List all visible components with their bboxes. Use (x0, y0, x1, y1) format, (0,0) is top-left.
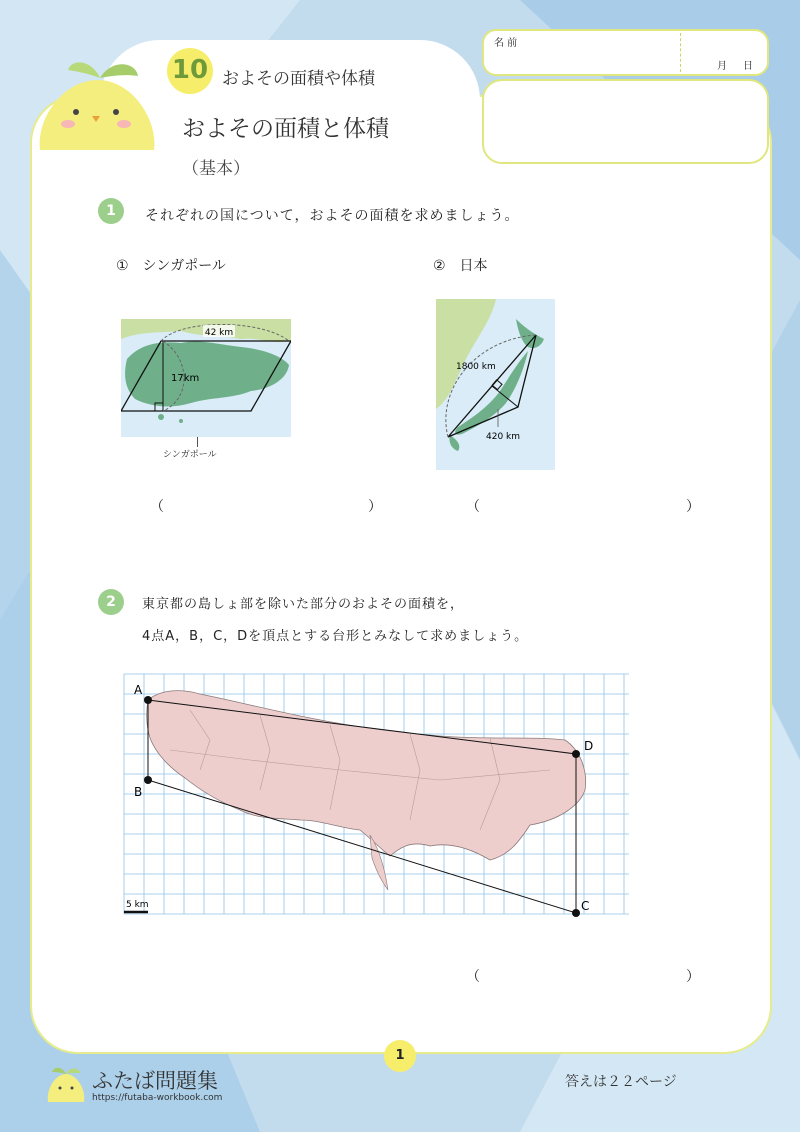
answer1-field[interactable] (168, 493, 358, 515)
answer-page-reference: 答えは２２ページ (565, 1074, 677, 1090)
point-a-label: A (134, 683, 143, 697)
answer2-close: ） (686, 499, 700, 515)
scale-label: 5 km (126, 900, 149, 910)
singapore-dim-top: 42 km (204, 328, 234, 338)
unit-number-badge (167, 48, 213, 94)
unit-title: およその面積や体積 (222, 69, 375, 89)
unit-number: 10 (171, 55, 209, 85)
problem1-badge: 1 (98, 198, 124, 224)
singapore-map-caption: シンガポール (163, 450, 217, 460)
name-divider (680, 33, 681, 72)
footer-logo-icon (44, 1064, 88, 1104)
answer2-open: （ (466, 499, 480, 515)
page-subtitle: （基本） (182, 159, 250, 179)
footer-brand: ふたば問題集 (92, 1069, 218, 1093)
day-label: 日 (743, 61, 753, 72)
problem1-item-singapore-label: ① シンガポール (116, 258, 226, 274)
problem1-item-japan-label: ② 日本 (433, 258, 488, 274)
name-field[interactable] (482, 29, 769, 76)
japan-map (436, 299, 555, 470)
point-b-label: B (134, 785, 143, 799)
japan-dim-short: 420 km (486, 432, 521, 442)
page-title: およその面積と体積 (182, 116, 389, 142)
answer1-open: （ (150, 499, 164, 515)
month-label: 月 (717, 61, 727, 72)
singapore-caption-leader (197, 437, 198, 447)
name-label: 名 前 (494, 38, 518, 49)
page-number-badge (384, 1040, 416, 1072)
answer3-open: （ (466, 969, 480, 985)
problem2-instruction-line2: 4点A，B，C，Dを頂点とする台形とみなして求めましょう。 (142, 629, 529, 644)
japan-dim-long: 1800 km (456, 362, 496, 372)
page-number: 1 (395, 1048, 405, 1063)
answer3-field[interactable] (484, 963, 674, 985)
answer1-close: ） (368, 499, 382, 515)
answer2-field[interactable] (484, 493, 674, 515)
singapore-map (121, 319, 291, 437)
singapore-dim-height: 17km (171, 373, 200, 384)
tokyo-map (110, 670, 640, 925)
mascot-icon (32, 50, 162, 160)
footer-url-link[interactable]: https://futaba-workbook.com (92, 1093, 223, 1103)
problem1-instruction: それぞれの国について，およその面積を求めましょう。 (145, 208, 520, 224)
score-box[interactable] (482, 79, 769, 164)
answer3-close: ） (686, 969, 700, 985)
point-d-label: D (584, 739, 594, 753)
point-c-label: C (581, 899, 590, 913)
problem2-instruction-line1: 東京都の島しょ部を除いた部分のおよその面積を， (142, 597, 465, 612)
problem2-badge: 2 (98, 589, 124, 615)
